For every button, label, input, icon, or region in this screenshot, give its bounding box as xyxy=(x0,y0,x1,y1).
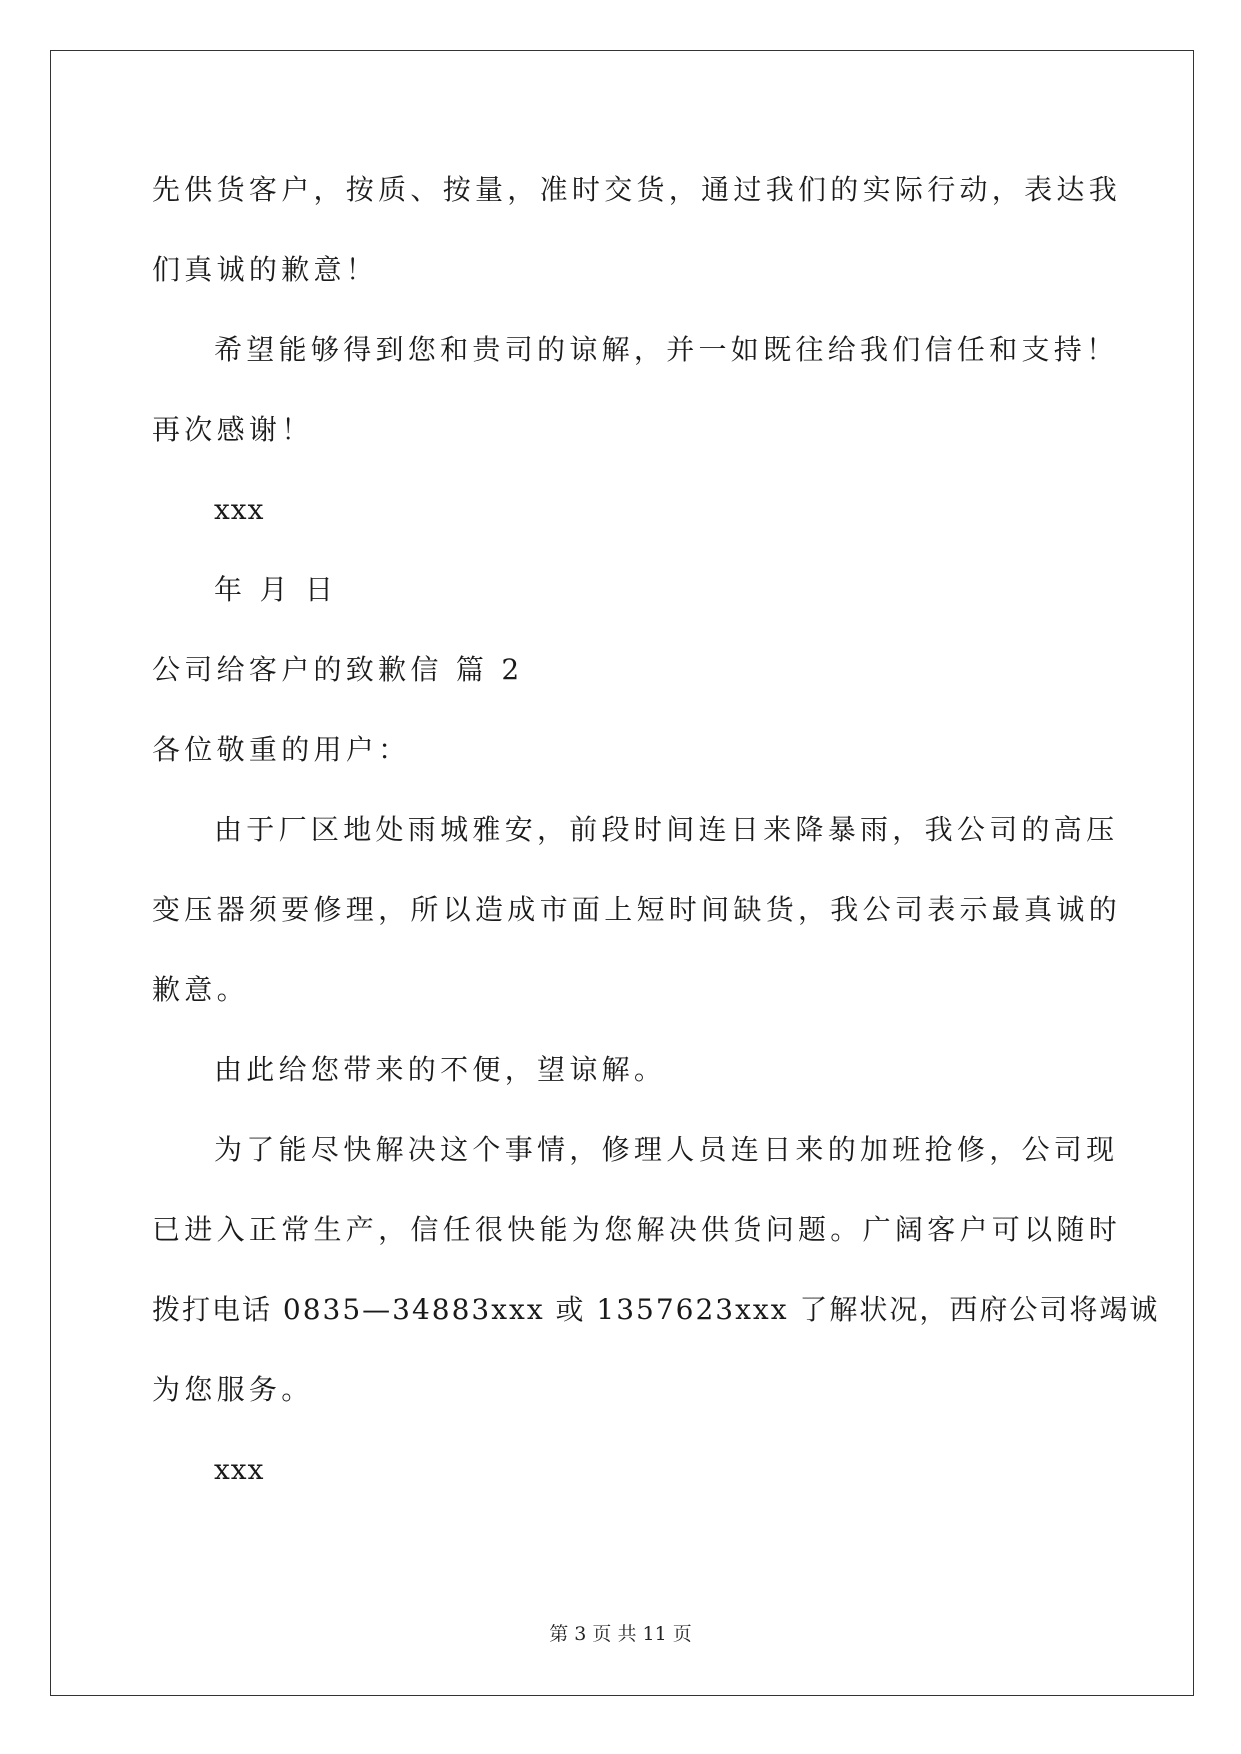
page-number: 第 3 页 共 11 页 xyxy=(549,1623,692,1645)
body-line-2: 们真诚的歉意！ xyxy=(152,253,379,286)
section-heading: 公司给客户的致歉信 篇 2 xyxy=(152,653,524,686)
body-line-7: 歉意。 xyxy=(152,973,249,1006)
body-line-10: 已进入正常生产，信任很快能为您解决供货问题。广阔客户可以随时 xyxy=(152,1213,1122,1246)
body-line-9: 为了能尽快解决这个事情，修理人员连日来的加班抢修，公司现 xyxy=(214,1133,1119,1166)
body-line-6: 变压器须要修理，所以造成市面上短时间缺货，我公司表示最真诚的 xyxy=(152,893,1122,926)
body-line-11: 拨打电话 0835—34883xxx 或 1357623xxx 了解状况，西府公司将竭诚 xyxy=(152,1293,1160,1326)
body-line-1: 先供货客户，按质、按量，准时交货，通过我们的实际行动，表达我 xyxy=(152,173,1122,206)
salutation: 各位敬重的用户： xyxy=(152,733,411,766)
body-line-5: 由于厂区地处雨城雅安，前段时间连日来降暴雨，我公司的高压 xyxy=(214,813,1119,846)
body-line-8: 由此给您带来的不便，望谅解。 xyxy=(214,1053,667,1086)
signature-1: xxx xyxy=(214,493,265,526)
body-line-12: 为您服务。 xyxy=(152,1373,314,1406)
signature-2: xxx xyxy=(214,1453,265,1486)
body-line-4: 再次感谢！ xyxy=(152,413,314,446)
body-line-3: 希望能够得到您和贵司的谅解，并一如既往给我们信任和支持！ xyxy=(214,333,1119,366)
date-line: 年 月 日 xyxy=(214,573,338,606)
